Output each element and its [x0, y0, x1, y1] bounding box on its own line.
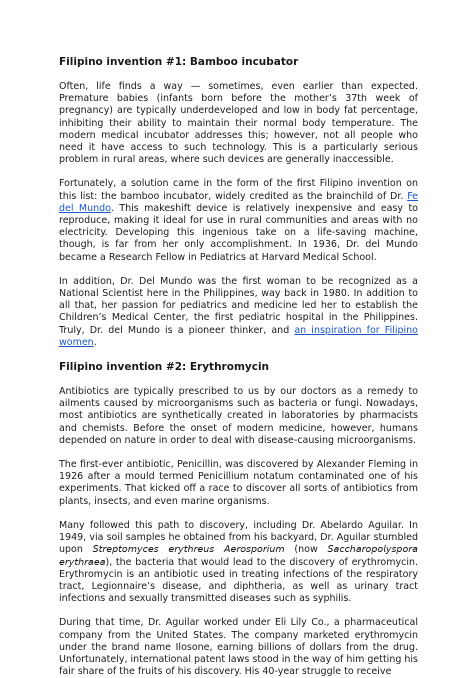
section1-p3-text-before: In addition, Dr. Del Mundo was the first woman to be recognized as a National Scientist here in the Philippines, way back in 1980. In addition to all that, her passion for pediatrics and medicine led her to establish the Children’s Medical Center, the first pediatric hospital in the Philippines. Truly, Dr. del Mundo is a pioneer thinker, and [59, 275, 418, 336]
section2-paragraph-3: Many followed this path to discovery, including Dr. Abelardo Aguilar. In 1949, via soil samples he obtained from his backyard, Dr. Aguilar stumbled upon 𝘚𝘵𝘳𝘦𝘱𝘵𝘰𝘮𝘺𝘤𝘦𝘴 𝘦𝘳𝘺𝘵𝘩𝘳𝘦𝘶𝘴 𝘈𝘦𝘳𝘰𝘴𝘱𝘰𝘳𝘪𝘶𝘮 (now 𝘚𝘢𝘤𝘤𝘩𝘢𝘳𝘰𝘱𝘰𝘭𝘺𝘴𝘱𝘰𝘳𝘢 𝘦𝘳𝘺𝘵𝘩𝘳𝘢𝘦𝘢), the bacteria that would lead to the discovery of erythromycin. Erythromycin is an antibiotic used in treating infections of the respiratory tract, Legionnaire’s disease, and diphtheria, as well as urinary tract infections and sexually transmitted diseases such as syphilis. [59, 519, 418, 605]
section1-p2-text-before: Fortunately, a solution came in the form of the first Filipino invention on this list: the bamboo incubator, widely credited as the brainchild of Dr. [59, 178, 418, 202]
inspiration-filipino-women-link[interactable]: an inspiration for Filipino women [59, 324, 418, 348]
section2-paragraph-4: During that time, Dr. Aguilar worked under Eli Lily Co., a pharmaceutical company from the United States. The company marketed erythromycin under the brand name Ilosone, earning billions of dollars from the drug. Unfortunately, international patent laws stood in the way of him getting his fair share of the fruits of his discovery. His 40-year struggle to receive [59, 617, 419, 678]
section1-p3-text-after: . [93, 336, 97, 348]
section1-paragraph-3 [59, 276, 418, 349]
section2-heading: Filipino invention #2: Erythromycin [59, 361, 270, 374]
section1-paragraph-1: Often, life finds a way — sometimes, even earlier than expected. Premature babies (infants born before the mother’s 37th week of pregnancy) are typically underdeveloped and low in body fat percentage, inhibiting their ability to maintain their normal body temperature. The modern medical incubator addresses this; however, not all people who need it have access to such technology. This is a particularly serious problem in rural areas, where such devices are generally inaccessible. [59, 81, 418, 166]
section2-paragraph-1: Antibiotics are typically prescribed to us by our doctors as a remedy to ailments caused by microorganisms such as bacteria or fungi. Nowadays, most antibiotics are synthetically created in laboratories by pharmacists and chemists. Before the onset of modern medicine, however, humans depended on nature in order to deal with disease-causing microorganisms. [59, 386, 418, 446]
section1-p2-text-after: . This makeshift device is relatively inexpensive and easy to reproduce, making it ideal for use in rural communities and areas with no electricity. Developing this ingenious take on a life-saving machine, though, is far from her only accomplishment. In 1936, Dr. del Mundo became a Research Fellow in Pediatrics at Harvard Medical School. [59, 202, 418, 263]
fe-del-mundo-link[interactable]: Fe del Mundo [59, 190, 418, 214]
section1-paragraph-2 [59, 178, 418, 263]
section2-paragraph-2: The first-ever antibiotic, Penicillin, was discovered by Alexander Fleming in 1926 after a mould termed Penicillium notatum contaminated one of his experiments. That kicked off a race to discover all sorts of antibiotics from plants, insects, and even marine organisms. [59, 459, 418, 507]
section1-heading: Filipino invention #1: Bamboo incubator [59, 56, 299, 68]
